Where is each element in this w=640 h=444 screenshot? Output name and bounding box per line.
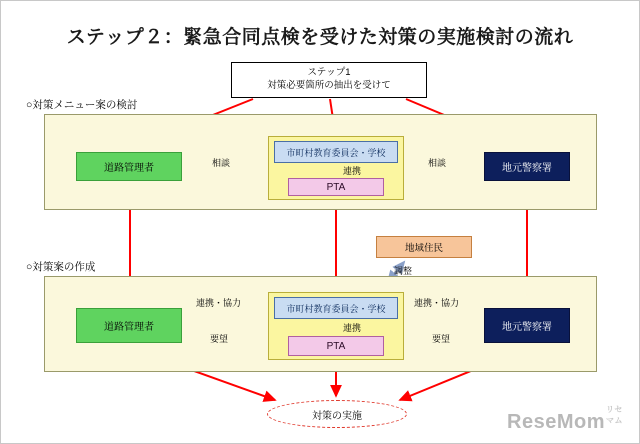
node-road-administrator-2: 道路管理者 xyxy=(76,308,182,343)
node-local-police-1: 地元警察署 xyxy=(484,152,570,181)
node-implementation-of-measures: 対策の実施 xyxy=(267,400,407,428)
label-renkei-2: 連携 xyxy=(343,323,362,333)
node-board-of-education-school-2: 市町村教育委員会・学校 xyxy=(274,297,398,319)
node-pta-2: PTA xyxy=(288,336,384,356)
label-consult-left: 相談 xyxy=(212,158,231,168)
node-pta-1: PTA xyxy=(288,178,384,196)
node-board-of-education-school-1: 市町村教育委員会・学校 xyxy=(274,141,398,163)
page-title: ステップ２：緊急合同点検を受けた対策の実施検討の流れ xyxy=(66,27,574,48)
step1-line2: 対策必要箇所の抽出を受けて xyxy=(267,80,391,91)
label-consult-right: 相談 xyxy=(428,158,447,168)
node-road-administrator-1: 道路管理者 xyxy=(76,152,182,181)
watermark xyxy=(507,404,627,434)
step1-box xyxy=(231,62,427,98)
label-cooperation-right: 連携・協力 xyxy=(414,298,460,308)
node-local-police-2: 地元警察署 xyxy=(484,308,570,343)
watermark-sup: リセマム xyxy=(605,405,623,425)
label-request-left: 要望 xyxy=(210,334,229,344)
section-2-label: ○対策案の作成 xyxy=(26,261,96,273)
label-renkei-1: 連携 xyxy=(343,166,362,176)
watermark-text: ReseMom xyxy=(507,411,605,433)
label-adjustment: 調整 xyxy=(394,266,413,276)
label-cooperation-left: 連携・協力 xyxy=(196,298,242,308)
node-local-residents: 地域住民 xyxy=(376,236,472,258)
section-1-label: ○対策メニュー案の検討 xyxy=(26,99,138,111)
step1-line1: ステップ1 xyxy=(307,67,351,79)
label-request-right: 要望 xyxy=(432,334,451,344)
